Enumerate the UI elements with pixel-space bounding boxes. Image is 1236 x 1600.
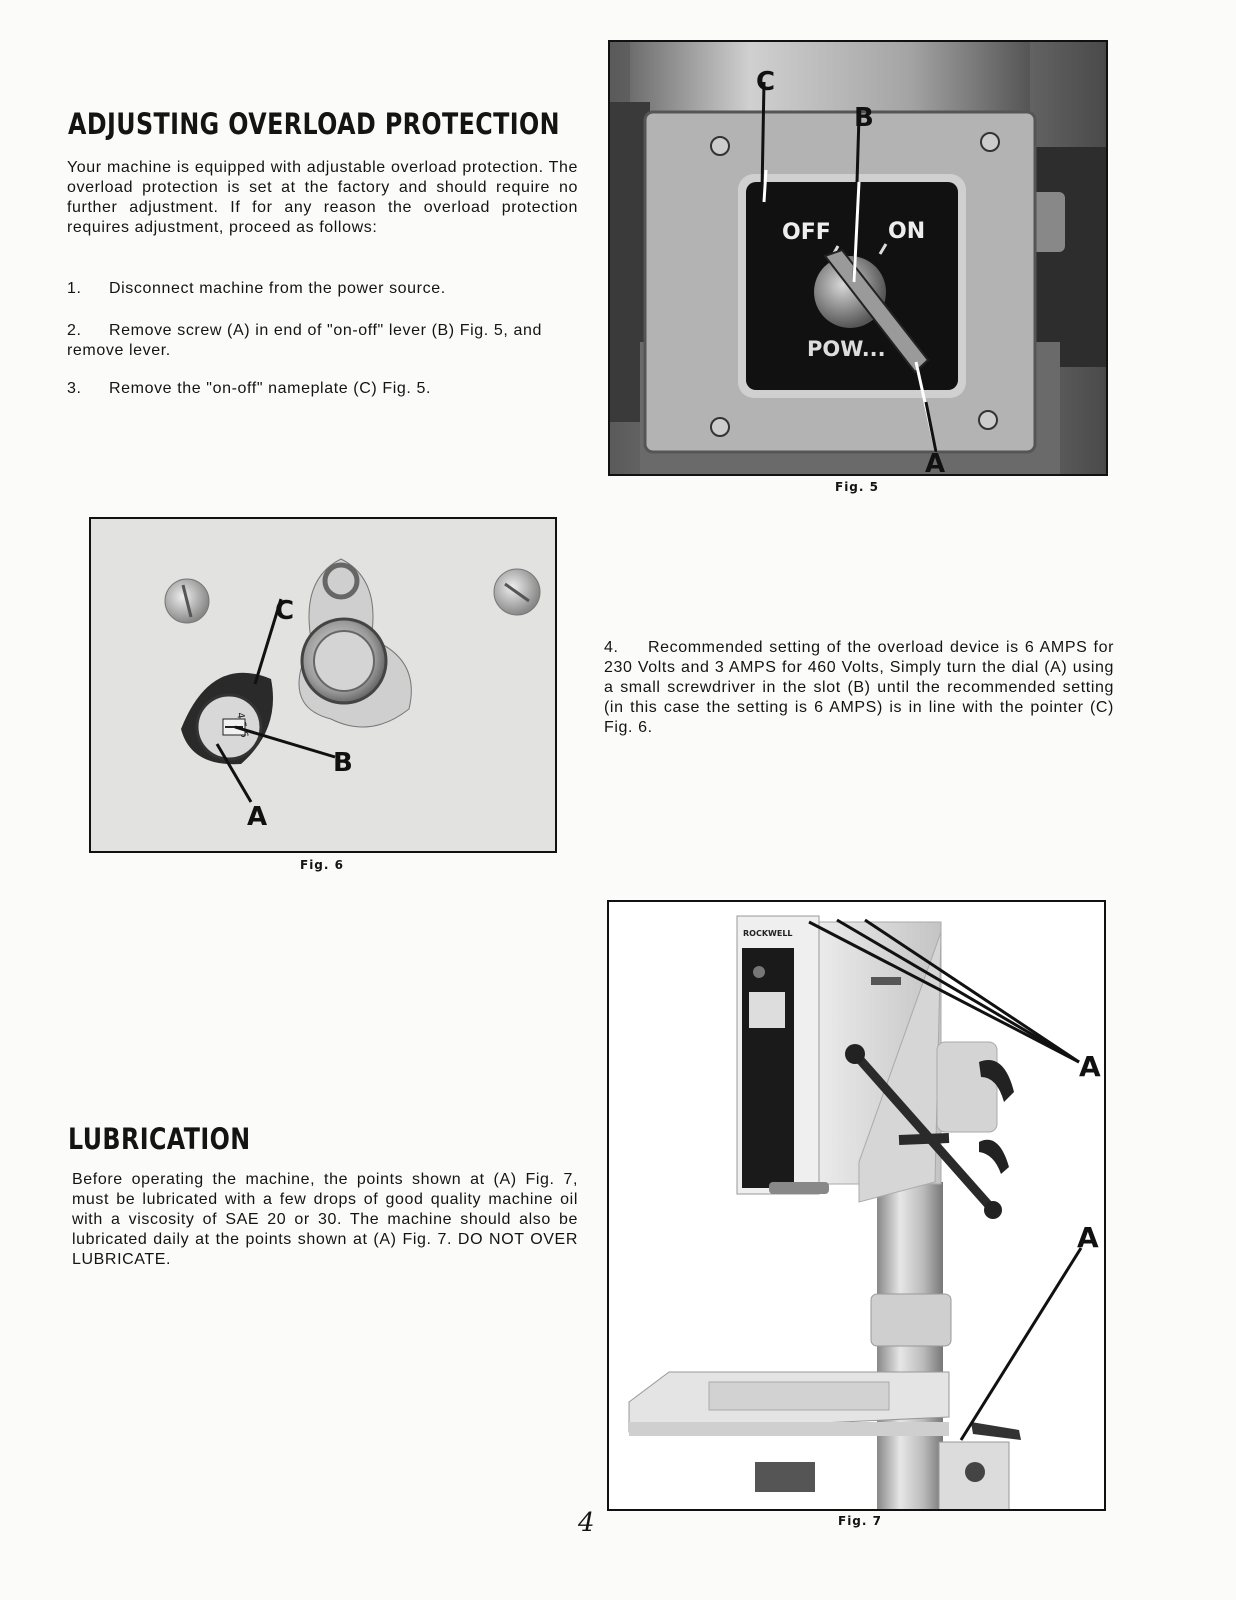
figure-7-drill-press-photo bbox=[607, 900, 1106, 1511]
figure-6-dial-photo bbox=[89, 517, 557, 853]
switch-off-label: OFF bbox=[782, 220, 831, 245]
section-title-overload: ADJUSTING OVERLOAD PROTECTION bbox=[68, 107, 560, 141]
step-text: Remove screw (A) in end of "on-off" lever (B) Fig. 5, and remove lever. bbox=[67, 322, 542, 359]
step-number: 3. bbox=[67, 380, 82, 397]
callout-a: A bbox=[247, 802, 268, 832]
svg-text:4 5 6: 4 bbox=[234, 711, 246, 720]
step-text: Recommended setting of the overload device is 6 AMPS for 230 Volts and 3 AMPS for 460 Volts, Simply turn the dial (A) using a small screwdriver in the slot (B) until the recommended setting (in this case the setting is 6 AMPS) is in line with the pointer (C) Fig. 6. bbox=[604, 639, 1114, 736]
step-number: 2. bbox=[67, 322, 82, 339]
figure-6-caption: Fig. 6 bbox=[300, 858, 344, 872]
callout-b: B bbox=[333, 748, 353, 778]
intro-paragraph: Your machine is equipped with adjustable overload protection. The overload protection is set at the factory and should require no further adjustment. If for any reason the overload protection requires adjustment, proceed as follows: bbox=[67, 159, 578, 236]
figure-7-caption: Fig. 7 bbox=[838, 1514, 882, 1528]
section-title-lubrication: LUBRICATION bbox=[68, 1122, 251, 1156]
switch-on-label: ON bbox=[888, 219, 926, 244]
brand-label: ROCKWELL bbox=[743, 929, 793, 938]
callout-a-top: A bbox=[1079, 1050, 1101, 1083]
step-1 bbox=[67, 279, 578, 299]
callout-c: C bbox=[756, 67, 776, 97]
figure-5-switch-photo bbox=[608, 40, 1108, 476]
step-text: Remove the "on-off" nameplate (C) Fig. 5. bbox=[109, 380, 432, 397]
step-4-paragraph bbox=[604, 638, 1114, 738]
callout-a: A bbox=[925, 449, 946, 474]
callout-c: C bbox=[275, 596, 295, 626]
callout-b: B bbox=[854, 103, 874, 133]
lubrication-paragraph: Before operating the machine, the points shown at (A) Fig. 7, must be lubricated with a few drops of good quality machine oil with a viscosity of SAE 20 or 30. The machine should also be lubricated daily at the points shown at (A) Fig. 7. DO NOT OVER LUBRICATE. bbox=[72, 1171, 578, 1268]
step-3 bbox=[67, 379, 578, 399]
page-number: 4 bbox=[578, 1508, 595, 1538]
step-text: Disconnect machine from the power source. bbox=[109, 280, 446, 297]
callout-a-lower: A bbox=[1077, 1221, 1099, 1254]
switch-power-label: POW... bbox=[807, 337, 886, 361]
step-number: 1. bbox=[67, 280, 82, 297]
step-number: 4. bbox=[604, 639, 619, 656]
step-2 bbox=[67, 321, 578, 361]
figure-5-caption: Fig. 5 bbox=[835, 480, 879, 494]
